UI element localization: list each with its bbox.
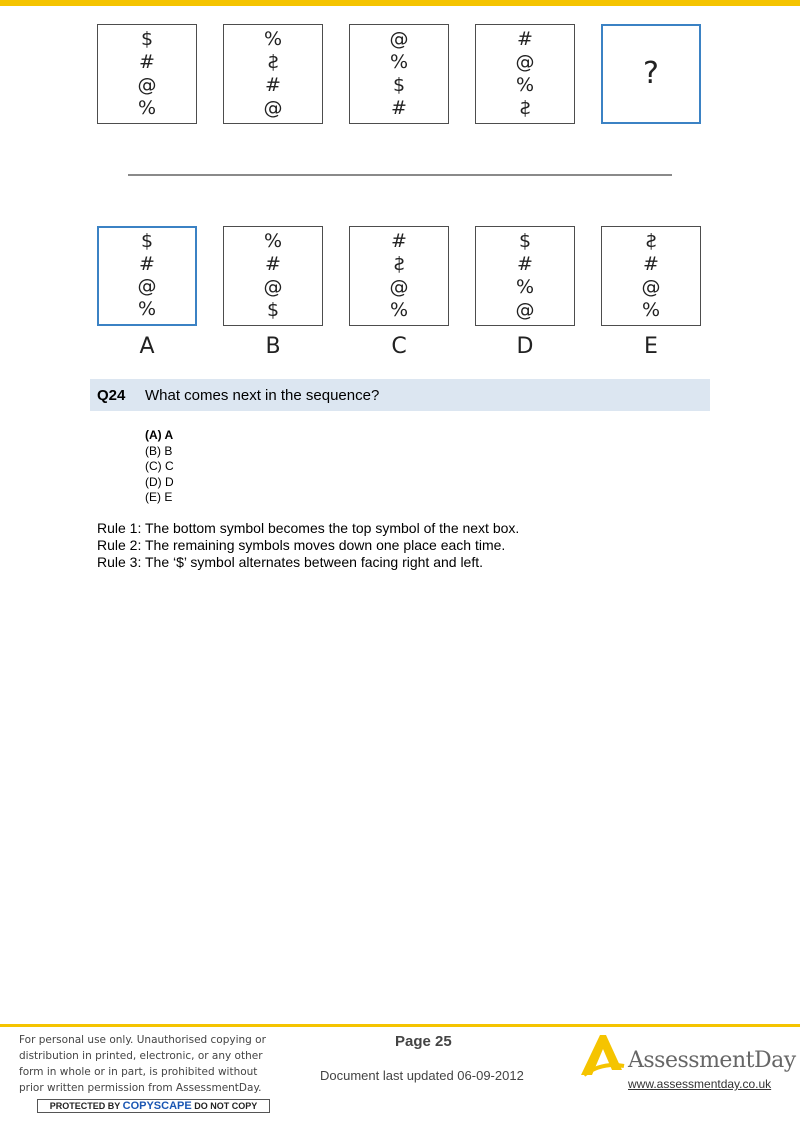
sequence-box-4 (475, 24, 575, 124)
option-label-d: D (516, 334, 534, 359)
rule-row (97, 554, 519, 571)
question-text: What comes next in the sequence? (145, 386, 380, 404)
symbol: @ (263, 96, 283, 119)
symbol-reversed: $ (266, 50, 280, 73)
symbol: $ (140, 27, 154, 50)
symbol-reversed: $ (392, 252, 406, 275)
answer-item: (C) C (145, 459, 174, 473)
symbol: $ (140, 230, 154, 253)
explanation-rules (97, 520, 519, 571)
rule-text: The ‘$’ symbol alternates between facing right and left. (145, 554, 484, 570)
symbol: $ (392, 73, 406, 96)
copyscape-suffix: DO NOT COPY (191, 1101, 258, 1111)
copyscape-badge[interactable] (37, 1099, 270, 1113)
symbol: % (515, 275, 535, 298)
copyscape-prefix: PROTECTED BY (49, 1101, 123, 1111)
option-box-a[interactable] (97, 226, 197, 326)
symbol: % (263, 229, 283, 252)
symbol: # (139, 252, 155, 275)
symbol: # (517, 27, 533, 50)
symbol: % (641, 298, 661, 321)
symbol-reversed: $ (644, 229, 658, 252)
assessmentday-logo-icon (578, 1032, 626, 1078)
option-box-e[interactable] (601, 226, 701, 326)
divider (128, 174, 672, 176)
last-updated: Document last updated 06-09-2012 (320, 1068, 524, 1083)
symbol: @ (641, 275, 661, 298)
question-mark: ? (643, 55, 659, 91)
answer-item: (D) D (145, 474, 174, 489)
symbol: @ (515, 50, 535, 73)
notice-line: form in whole or in part, is prohibited without (19, 1066, 258, 1078)
symbol: @ (389, 275, 409, 298)
page-number: Page 25 (395, 1033, 452, 1050)
footer-accent-line (0, 1024, 800, 1027)
question-number: Q24 (97, 386, 126, 404)
option-label-e: E (644, 334, 658, 359)
symbol: @ (137, 73, 157, 96)
brand-name: AssessmentDay (628, 1048, 796, 1073)
symbol: @ (137, 275, 157, 298)
symbol: # (139, 50, 155, 73)
symbol: # (643, 252, 659, 275)
website-link[interactable]: www.assessmentday.co.uk (628, 1077, 772, 1091)
option-label-a: A (139, 334, 155, 359)
option-label-c: C (391, 334, 407, 359)
symbol: # (391, 96, 407, 119)
symbol: % (389, 50, 409, 73)
answer-list (145, 428, 174, 506)
symbol-reversed: $ (518, 96, 532, 119)
rule-row (97, 520, 519, 537)
missing-box (601, 24, 701, 124)
rule-text: The remaining symbols moves down one place each time. (145, 537, 506, 553)
copyright-notice (19, 1032, 289, 1096)
option-box-d[interactable] (475, 226, 575, 326)
symbol: # (517, 252, 533, 275)
rule-label: Rule 1: (97, 520, 142, 536)
symbol: % (389, 298, 409, 321)
symbol: $ (266, 298, 280, 321)
symbol: % (137, 297, 157, 320)
copyscape-brand: COPYSCAPE (122, 1100, 192, 1112)
symbol: @ (515, 298, 535, 321)
option-box-b[interactable] (223, 226, 323, 326)
option-box-c[interactable] (349, 226, 449, 326)
rule-label: Rule 2: (97, 537, 142, 553)
sequence-box-2 (223, 24, 323, 124)
notice-line: prior written permission from AssessmentDay. (19, 1082, 262, 1094)
notice-line: distribution in printed, electronic, or any other (19, 1050, 263, 1062)
symbol: # (391, 229, 407, 252)
sequence-box-3 (349, 24, 449, 124)
rule-row (97, 537, 519, 554)
symbol: % (263, 27, 283, 50)
symbol: % (137, 96, 157, 119)
answer-item-correct: (A) A (145, 428, 174, 442)
sequence-box-1 (97, 24, 197, 124)
symbol: $ (518, 229, 532, 252)
top-accent-bar (0, 0, 800, 6)
option-label-b: B (265, 334, 281, 359)
answer-item: (B) B (145, 443, 173, 458)
symbol: @ (389, 27, 409, 50)
notice-line: For personal use only. Unauthorised copying or (19, 1034, 266, 1046)
symbol: % (515, 73, 535, 96)
symbol: # (265, 252, 281, 275)
question-bar (90, 379, 710, 411)
rule-text: The bottom symbol becomes the top symbol of the next box. (145, 520, 520, 536)
answer-item: (E) E (145, 490, 173, 504)
rule-label: Rule 3: (97, 554, 142, 570)
symbol: @ (263, 275, 283, 298)
symbol: # (265, 73, 281, 96)
